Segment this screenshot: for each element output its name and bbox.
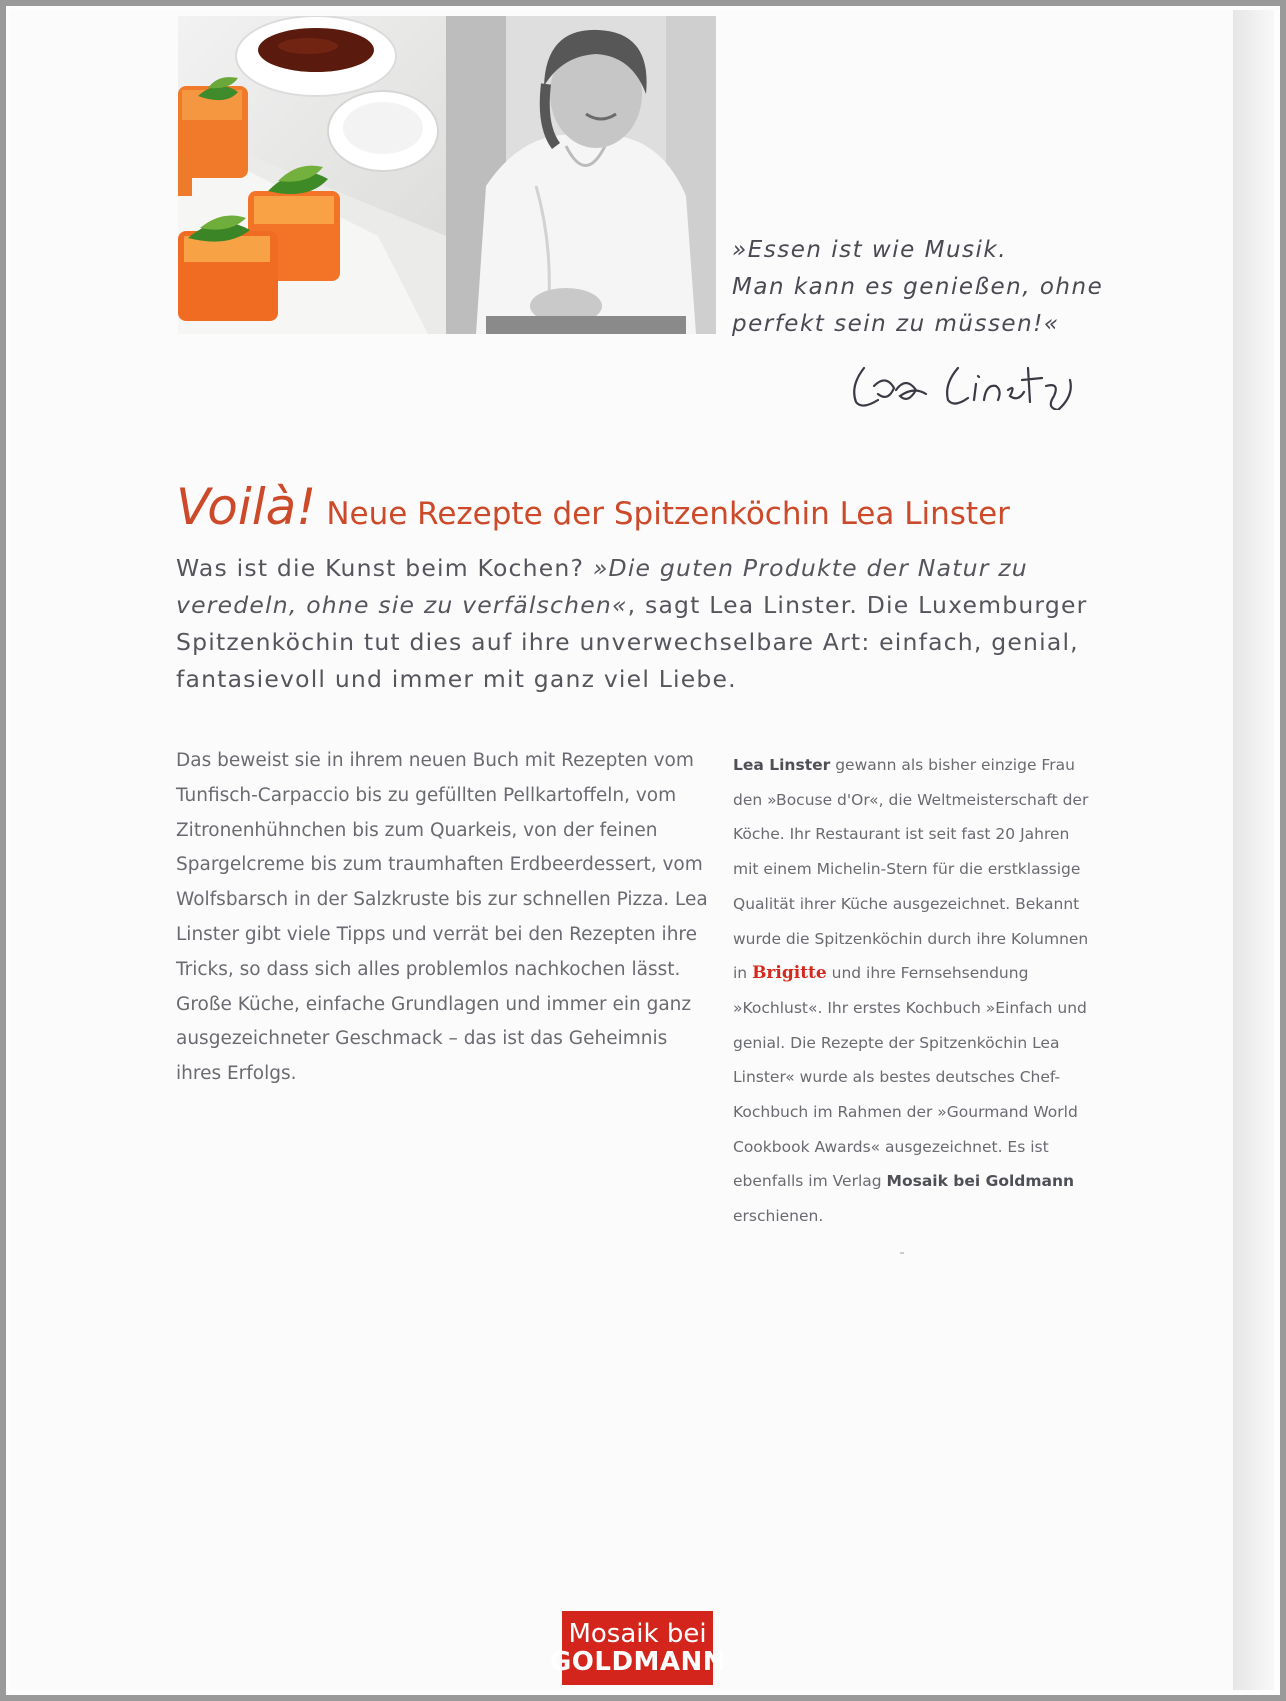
book-description: Das beweist sie in ihrem neuen Buch mit Rezepten vom Tunfisch-Carpaccio bis zu gefüllten Pellkartoffeln, vom Zitronenhühnchen bis zum Quarkeis, von der feinen Spargelcreme bis zum traumhaften Erdbeerdessert, vom Wolfsbarsch in der Salzkruste bis zur schnellen Pizza. Lea Linster gibt viele Tipps und verrät bei den Rezepten ihre Tricks, so dass sich alles problemlos nachkochen lässt. Große Küche, einfache Grundlagen und immer ein ganz ausgezeichneter Geschmack – das ist das Geheimnis ihres Erfolgs. — [176, 750, 708, 1085]
author-bio — [733, 748, 1093, 1234]
publisher-logo — [549, 1611, 726, 1685]
author-bio-text-3: erschienen. — [733, 1207, 824, 1226]
publisher-logo-line-2: GOLDMANN — [549, 1647, 726, 1677]
chef-quote: »Essen ist wie Musik. Man kann es genießen, ohne perfekt sein zu müssen!« — [732, 237, 1104, 337]
chef-portrait-illustration — [446, 16, 716, 334]
intro-paragraph — [176, 550, 1096, 698]
brigitte-brand: Brigitte — [752, 963, 827, 984]
signature-icon — [848, 346, 1078, 410]
food-photo — [178, 16, 446, 334]
intro-text-2: , sagt Lea Linster. Die Luxemburger Spitzenköchin tut dies auf ihre unverwechselbare Art: einfach, genial, fantasievoll und immer mit ganz viel Liebe. — [176, 591, 1088, 693]
headline-voila: Voilà! — [176, 478, 317, 536]
author-bio-text-2: und ihre Fernsehsendung »Kochlust«. Ihr erstes Kochbuch »Einfach und genial. Die Rezepte der Spitzenköchin Lea Linster« wurde als bestes deutsches Chef-Kochbuch im Rahmen der »Gourmand World Cookbook Awards« ausgezeichnet. Es ist ebenfalls im Verlag — [733, 964, 1087, 1191]
chef-portrait-photo — [446, 16, 716, 334]
author-bio-text-1: gewann als bisher einzige Frau den »Bocuse d'Or«, die Weltmeisterschaft der Köche. Ihr Restaurant ist seit fast 20 Jahren mit einem Michelin-Stern für die erstklassige Qualität ihrer Küche ausgezeichnet. Bekannt wurde die Spitzenköchin durch ihre Kolumnen in — [733, 756, 1089, 983]
food-photo-illustration — [178, 16, 446, 334]
intro-quote: »Die guten Produkte der Natur zu veredeln, ohne sie zu verfälschen« — [176, 554, 1028, 619]
author-name: Lea Linster — [733, 756, 831, 774]
headline — [176, 478, 1010, 536]
intro-text-1: Was ist die Kunst beim Kochen? — [176, 554, 593, 582]
decorative-dot — [900, 1252, 904, 1254]
publisher-logo-line-1: Mosaik bei — [568, 1618, 707, 1649]
headline-subtitle: Neue Rezepte der Spitzenköchin Lea Linster — [326, 496, 1010, 532]
publisher-name: Mosaik bei Goldmann — [886, 1172, 1075, 1191]
page-edge — [1233, 10, 1274, 1690]
